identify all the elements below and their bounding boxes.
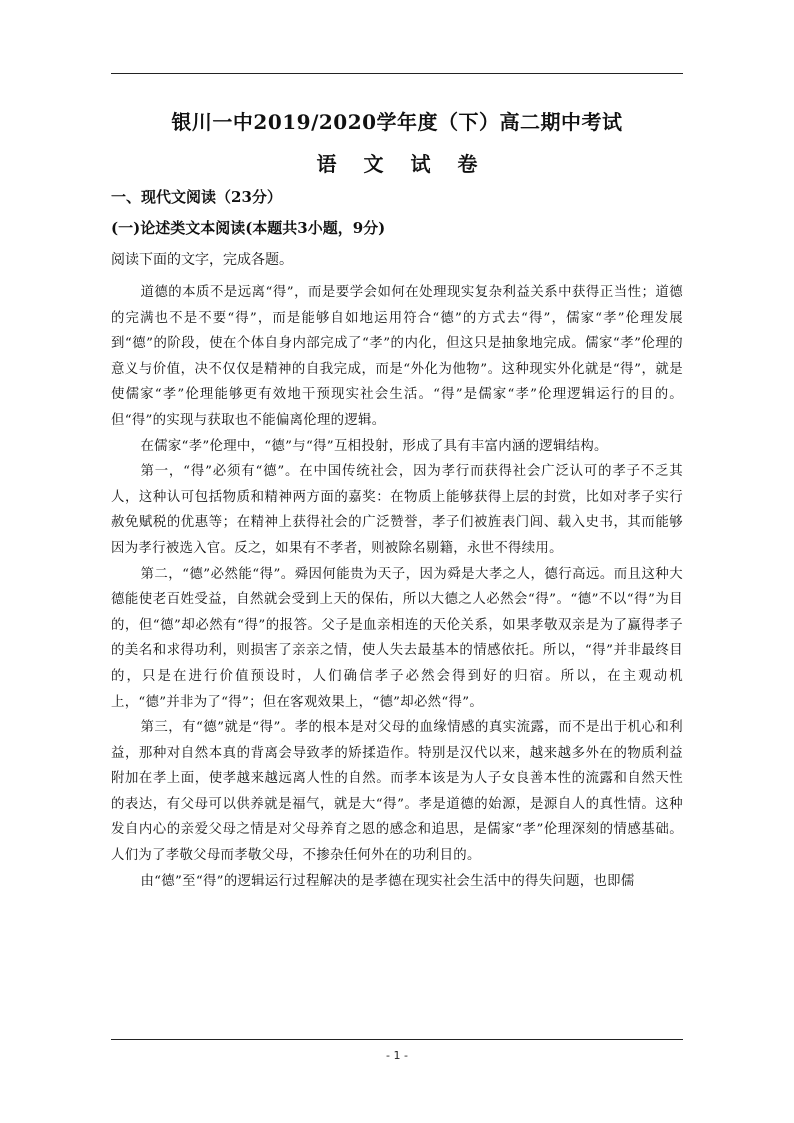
- paragraph: 由“德”至“得”的逻辑运行过程解决的是孝德在现实社会生活中的得失问题，也即儒: [140, 873, 635, 889]
- reading-instruction: 阅读下面的文字，完成各题。: [111, 252, 293, 268]
- passage-body: [111, 280, 683, 894]
- footer-rule: [111, 1039, 683, 1040]
- exam-subtitle: 语 文 试 卷: [316, 152, 488, 176]
- paragraph: 第三，有“德”就是“得”。孝的根本是对父母的血缘情感的真实流露，而不是出于机心和利益，那种对自然本真的背离会导致孝的矫揉造作。特别是汉代以来，越来越多外在的物质利益附加在孝上面，使孝越来越远离人性的自然。而孝本该是为人子女良善本性的流露和自然天性的表达，有父母可以供养就是福气，就是大“得”。孝是道德的始源，是源自人的真性情。这种发自内心的亲爱父母之情是对父母养育之恩的感念和追思，是儒家“孝”伦理深刻的情感基础。人们为了孝敬父母而孝敬父母，不掺杂任何外在的功利目的。: [111, 720, 683, 864]
- subsection-heading: (一)论述类文本阅读(本题共3小题，9分): [111, 219, 386, 237]
- exam-title: 银川一中2019/2020学年度（下）高二期中考试: [171, 110, 623, 134]
- paragraph: 第二，“德”必然能“得”。舜因何能贵为天子，因为舜是大孝之人，德行高远。而且这种大德能使老百姓受益，自然就会受到上天的保佑，所以大德之人必然会“得”。“德”不以“得”为目的，但“德”却必然有“得”的报答。父子是血亲相连的天伦关系，如果孝敬双亲是为了赢得孝子的美名和求得功利，则损害了亲亲之情，使人失去最基本的情感依托。所以，“得”并非最终目的，只是在进行价值预设时，人们确信孝子必然会得到好的归宿。所以，在主观动机上，“德”并非为了“得”；但在客观效果上，“德”却必然“得”。: [111, 566, 683, 710]
- paragraph: 在儒家“孝”伦理中，“德”与“得”互相投射，形成了具有丰富内涵的逻辑结构。: [140, 438, 608, 454]
- paragraph: 第一，“得”必须有“德”。在中国传统社会，因为孝行而获得社会广泛认可的孝子不乏其人，这种认可包括物质和精神两方面的嘉奖：在物质上能够获得上层的封赏，比如对孝子实行赦免赋税的优惠等；在精神上获得社会的广泛赞誉，孝子们被旌表门闾、载入史书，其而能够因为孝行被选入官。反之，如果有不孝者，则被除名剔籍，永世不得续用。: [111, 464, 683, 556]
- header-rule: [111, 73, 683, 74]
- page-number: - 1 -: [386, 1049, 408, 1062]
- section-heading: 一、现代文阅读（23分）: [111, 188, 282, 206]
- paragraph: 道德的本质不是远离“得”，而是要学会如何在处理现实复杂利益关系中获得正当性；道德的完满也不是不要“得”，而是能够自如地运用符合“德”的方式去“得”，儒家“孝”伦理发展到“德”的阶段，使在个体自身内部完成了“孝”的内化，但这只是抽象地完成。儒家“孝”伦理的意义与价值，决不仅仅是精神的自我完成，而是“外化为他物”。这种现实外化就是“得”，就是使儒家“孝”伦理能够更有效地干预现实社会生活。“得”是儒家“孝”伦理逻辑运行的目的。但“得”的实现与获取也不能偏离伦理的逻辑。: [111, 285, 683, 428]
